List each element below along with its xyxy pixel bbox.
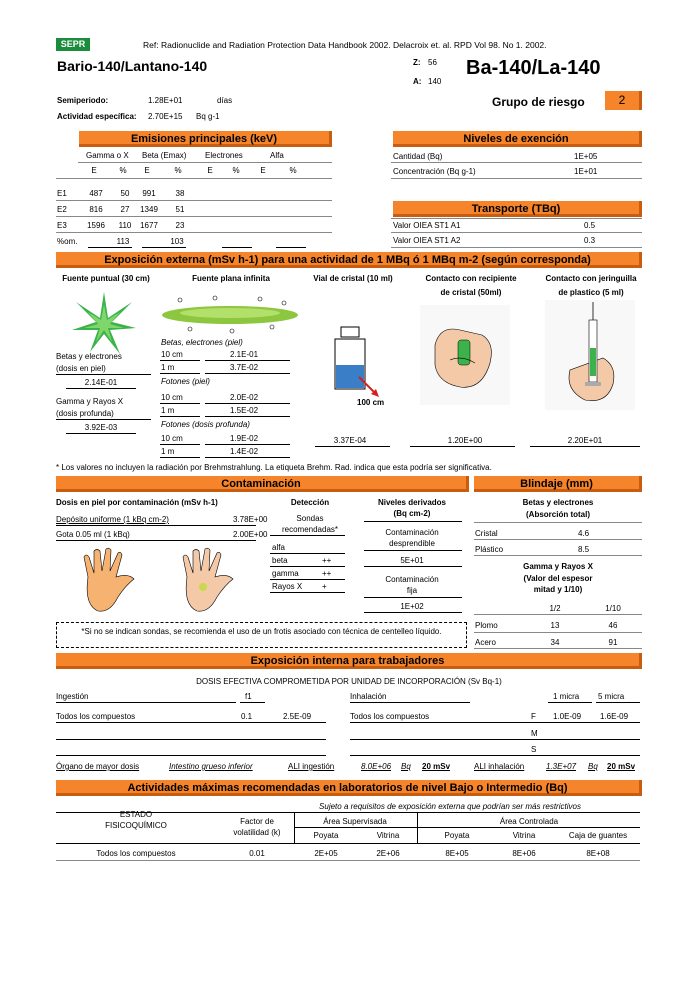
col-container-2: de cristal (50ml): [440, 288, 502, 297]
state-label-1: ESTADO: [119, 810, 153, 819]
ali-inhalation-dose: 20 mSv: [607, 762, 636, 771]
external-note: * Los valores no incluyen la radiación por Brehmstrahlung. La etiqueta Brehm. Rad. indica que esta podría ser significativa.: [56, 463, 492, 472]
z-value: 56: [428, 58, 437, 67]
probe-rating: ++: [322, 569, 332, 578]
z-label: Z:: [413, 58, 421, 67]
derived-fixed: Contaminación: [385, 575, 439, 584]
emission-row-label: E1: [57, 189, 67, 198]
ali-inhalation-label: ALI inhalación: [474, 762, 525, 771]
plane-distance: 10 cm: [161, 393, 183, 402]
ali-inhalation-value: 1.3E+07: [546, 762, 577, 771]
specific-activity-label: Actividad específica:: [57, 112, 137, 121]
max-row-volatility: 0.01: [249, 849, 265, 858]
uniform-deposit-label: Depósito uniforme (1 kBq cm-2): [56, 515, 169, 524]
exemption-conc-label: Concentración (Bq g-1): [393, 167, 476, 176]
plane-value: 1.5E-02: [230, 406, 259, 415]
risk-group-value: 2: [605, 91, 642, 110]
gamma-label: Gamma y Rayos X: [56, 397, 124, 406]
half-value-head: 1/2: [549, 604, 561, 613]
col-sup-bench: Poyata: [313, 831, 339, 840]
sub-e: E: [260, 166, 266, 175]
inhalation-type-f: F: [531, 712, 536, 721]
exemption-quantity-label: Cantidad (Bq): [393, 152, 443, 161]
glass-value: 4.6: [578, 529, 590, 538]
emission-cell: 816: [89, 205, 103, 214]
max-row-state: Todos los compuestos: [96, 849, 176, 858]
shield-gamma-title: Gamma y Rayos X: [523, 562, 593, 571]
derived-fixed-2: fija: [406, 586, 418, 595]
pct-beta: 103: [170, 237, 184, 246]
detection-sub1: Sondas: [296, 514, 324, 523]
plastic-value: 8.5: [578, 545, 590, 554]
syringe-icon: [545, 300, 635, 410]
col-ctl-glovebox: Caja de guantes: [568, 831, 628, 840]
emis-type-1: Beta (Emax): [142, 151, 187, 160]
ali-inhalation-unit: Bq: [588, 762, 598, 771]
plane-beta-title: Betas, electrones (piel): [161, 338, 243, 347]
beta-sub: (dosis en piel): [56, 364, 106, 373]
emission-cell: 38: [175, 189, 185, 198]
pct-label: %om.: [57, 237, 78, 246]
col-sup-hood: Vitrina: [376, 831, 400, 840]
syringe-value: 2.20E+01: [567, 436, 603, 445]
one-micron-label: 1 micra: [553, 692, 580, 701]
glass-label: Cristal: [475, 529, 498, 538]
half-life-unit: días: [217, 96, 233, 105]
point-beta-value: 2.14E-01: [84, 378, 118, 387]
inhalation-type-s: S: [531, 745, 537, 754]
emission-cell: 110: [118, 221, 132, 230]
derived-title: Niveles derivados: [377, 498, 447, 507]
probe-rating: +: [322, 582, 327, 591]
contamination-header: Contaminación: [56, 476, 469, 492]
plane-deep-title: Fotones (dosis profunda): [161, 420, 250, 429]
vial-value: 3.37E-04: [333, 436, 367, 445]
inhalation-type-m: M: [531, 729, 538, 738]
probe-type: alfa: [272, 543, 285, 552]
emission-cell: 991: [142, 189, 156, 198]
shield-beta-sub: (Absorción total): [526, 510, 590, 519]
emission-cell: 50: [120, 189, 130, 198]
specific-activity-unit: Bq g-1: [196, 112, 220, 121]
ingestion-f1: 0.1: [241, 712, 253, 721]
volatility-label-1: Factor de: [240, 817, 274, 826]
risk-group-label: Grupo de riesgo: [492, 95, 585, 109]
plane-value: 1.9E-02: [230, 434, 259, 443]
plane-value: 1.4E-02: [230, 447, 259, 456]
lead-half: 13: [550, 621, 560, 630]
detection-sub2: recomendadas*: [281, 525, 339, 534]
col-ctl-hood: Vitrina: [512, 831, 536, 840]
emission-cell: 23: [175, 221, 185, 230]
supervised-area: Área Supervisada: [323, 817, 387, 826]
exemption-conc-value: 1E+01: [574, 167, 598, 176]
sub-pct: %: [289, 166, 297, 175]
reference: Ref: Radionuclide and Radiation Protection Data Handbook 2002. Delacroix et. al. RPD Vol 98. No 1. 2002.: [143, 40, 547, 50]
transport-header: Transporte (TBq): [393, 201, 642, 217]
plane-value: 2.1E-01: [230, 350, 259, 359]
emission-cell: 51: [175, 205, 185, 214]
ingestion-compounds: Todos los compuestos: [56, 712, 136, 721]
gamma-sub: (dosis profunda): [56, 409, 114, 418]
transport-a2-value: 0.3: [584, 236, 596, 245]
plane-value: 3.7E-02: [230, 363, 259, 372]
derived-sub: (Bq cm-2): [393, 509, 431, 518]
vial-distance: 100 cm: [357, 398, 385, 407]
point-source-star-icon: [70, 290, 138, 358]
beta-label: Betas y electrones: [56, 352, 122, 361]
inhalation-1micron: 1.0E-09: [553, 712, 582, 721]
plane-source-icon: [160, 295, 300, 335]
organ-value: Intestino grueso inferior: [169, 762, 253, 771]
sepr-logo: SEPR: [56, 38, 90, 51]
sub-e: E: [207, 166, 213, 175]
container-value: 1.20E+00: [447, 436, 483, 445]
sub-pct: %: [119, 166, 127, 175]
emission-row-label: E3: [57, 221, 67, 230]
col-plane-source: Fuente plana infinita: [192, 274, 270, 283]
detection-title: Detección: [290, 498, 330, 507]
probe-rating: ++: [322, 556, 332, 565]
uniform-deposit-value: 3.78E+00: [233, 515, 268, 524]
skin-dose-title: Dosis en piel por contaminación (mSv h-1): [56, 498, 218, 507]
pct-gamma: 113: [116, 237, 130, 246]
plastic-label: Plástico: [475, 545, 504, 554]
emissions-header: Emisiones principales (keV): [79, 131, 332, 147]
inhalation-5micron: 1.6E-09: [600, 712, 629, 721]
emis-type-0: Gamma o X: [86, 151, 129, 160]
probe-note: *Si no se indican sondas, se recomienda el uso de un frotis asociado con técnica de centelleo líquido.: [56, 622, 467, 648]
a-value: 140: [428, 77, 442, 86]
sub-e: E: [91, 166, 97, 175]
half-life-label: Semiperiodo:: [57, 96, 109, 105]
sub-e: E: [144, 166, 150, 175]
controlled-area: Área Controlada: [499, 817, 559, 826]
derived-fixed-value: 1E+02: [400, 602, 424, 611]
a-label: A:: [413, 77, 422, 86]
probe-type: beta: [272, 556, 288, 565]
f1-label: f1: [245, 692, 252, 701]
transport-a1-value: 0.5: [584, 221, 596, 230]
transport-a2-label: Valor OIEA ST1 A2: [393, 236, 461, 245]
col-point-source: Fuente puntual (30 cm): [62, 274, 150, 283]
sub-pct: %: [174, 166, 182, 175]
plane-distance: 1 m: [161, 406, 175, 415]
col-vial: Vial de cristal (10 ml): [313, 274, 393, 283]
emis-type-2: Electrones: [205, 151, 243, 160]
state-label-2: FISICOQUÍMICO: [105, 821, 167, 830]
plane-value: 2.0E-02: [230, 393, 259, 402]
vial-icon: [325, 325, 385, 400]
emission-cell: 1596: [87, 221, 105, 230]
nuclide-name: Bario-140/Lantano-140: [57, 58, 208, 74]
emission-row-label: E2: [57, 205, 67, 214]
emission-cell: 27: [120, 205, 130, 214]
internal-exposure-header: Exposición interna para trabajadores: [56, 653, 642, 669]
probe-type: gamma: [272, 569, 299, 578]
uniform-hand-icon: [76, 547, 146, 617]
max-row-ctl-glovebox: 8E+08: [586, 849, 610, 858]
organ-label: Órgano de mayor dosis: [56, 762, 140, 771]
max-activity-note: Sujeto a requisitos de exposición externa que podrían ser más restrictivos: [319, 802, 581, 811]
shielding-header: Blindaje (mm): [474, 476, 642, 492]
max-row-sup-hood: 2E+06: [376, 849, 400, 858]
steel-label: Acero: [475, 638, 496, 647]
inhalation-compounds: Todos los compuestos: [350, 712, 430, 721]
max-row-sup-bench: 2E+05: [314, 849, 338, 858]
plane-distance: 1 m: [161, 363, 175, 372]
steel-half: 34: [550, 638, 560, 647]
max-row-ctl-hood: 8E+06: [512, 849, 536, 858]
ali-ingestion-value: 8.0E+06: [361, 762, 392, 771]
ali-ingestion-label: ALI ingestión: [288, 762, 335, 771]
plane-photon-title: Fotones (piel): [161, 377, 210, 386]
drop-hand-icon: [175, 547, 245, 617]
point-gamma-value: 3.92E-03: [84, 423, 118, 432]
five-micron-label: 5 micra: [598, 692, 625, 701]
nuclide-symbol: Ba-140/La-140: [466, 57, 601, 79]
drop-label: Gota 0.05 ml (1 kBq): [56, 530, 130, 539]
emission-cell: 487: [89, 189, 103, 198]
ali-ingestion-dose: 20 mSv: [422, 762, 451, 771]
derived-removable: Contaminación: [385, 528, 439, 537]
max-activity-header: Actividades máximas recomendadas en laboratorios de nivel Bajo o Intermedio (Bq): [56, 780, 642, 796]
internal-sub: DOSIS EFECTIVA COMPROMETIDA POR UNIDAD DE INCORPORACIÓN (Sv Bq-1): [196, 677, 502, 686]
emission-cell: 1677: [140, 221, 158, 230]
plane-distance: 1 m: [161, 447, 175, 456]
tenth-value-head: 1/10: [605, 604, 621, 613]
shield-gamma-sub1: (Valor del espesor: [523, 574, 593, 583]
col-container: Contacto con recipiente: [425, 274, 517, 283]
col-syringe-2: de plastico (5 ml): [558, 288, 624, 297]
derived-removable-value: 5E+01: [400, 556, 424, 565]
sub-pct: %: [232, 166, 240, 175]
plane-distance: 10 cm: [161, 434, 183, 443]
ingestion-label: Ingestión: [56, 692, 89, 701]
drop-value: 2.00E+00: [233, 530, 268, 539]
ali-ingestion-unit: Bq: [401, 762, 411, 771]
exemption-header: Niveles de exención: [393, 131, 642, 147]
plane-distance: 10 cm: [161, 350, 183, 359]
ingestion-dose: 2.5E-09: [283, 712, 312, 721]
derived-removable-2: desprendible: [389, 539, 435, 548]
external-exposure-header: Exposición externa (mSv h-1) para una actividad de 1 MBq ó 1 MBq m-2 (según corresponda): [56, 252, 642, 268]
shield-gamma-sub2: mitad y 1/10): [533, 585, 583, 594]
emission-cell: 1349: [140, 205, 158, 214]
col-ctl-bench: Poyata: [444, 831, 470, 840]
inhalation-label: Inhalación: [350, 692, 387, 701]
max-row-ctl-bench: 8E+05: [445, 849, 469, 858]
exemption-quantity-value: 1E+05: [574, 152, 598, 161]
volatility-label-2: volatilidad (k): [233, 828, 281, 837]
lead-tenth: 46: [608, 621, 618, 630]
steel-tenth: 91: [608, 638, 618, 647]
probe-type: Rayos X: [272, 582, 303, 591]
emis-type-3: Alfa: [270, 151, 284, 160]
lead-label: Plomo: [475, 621, 498, 630]
specific-activity-value: 2.70E+15: [148, 112, 183, 121]
transport-a1-label: Valor OIEA ST1 A1: [393, 221, 461, 230]
half-life-value: 1.28E+01: [148, 96, 183, 105]
container-hand-icon: [420, 305, 510, 405]
shield-beta-title: Betas y electrones: [522, 498, 594, 507]
col-syringe: Contacto con jeringuilla: [545, 274, 637, 283]
